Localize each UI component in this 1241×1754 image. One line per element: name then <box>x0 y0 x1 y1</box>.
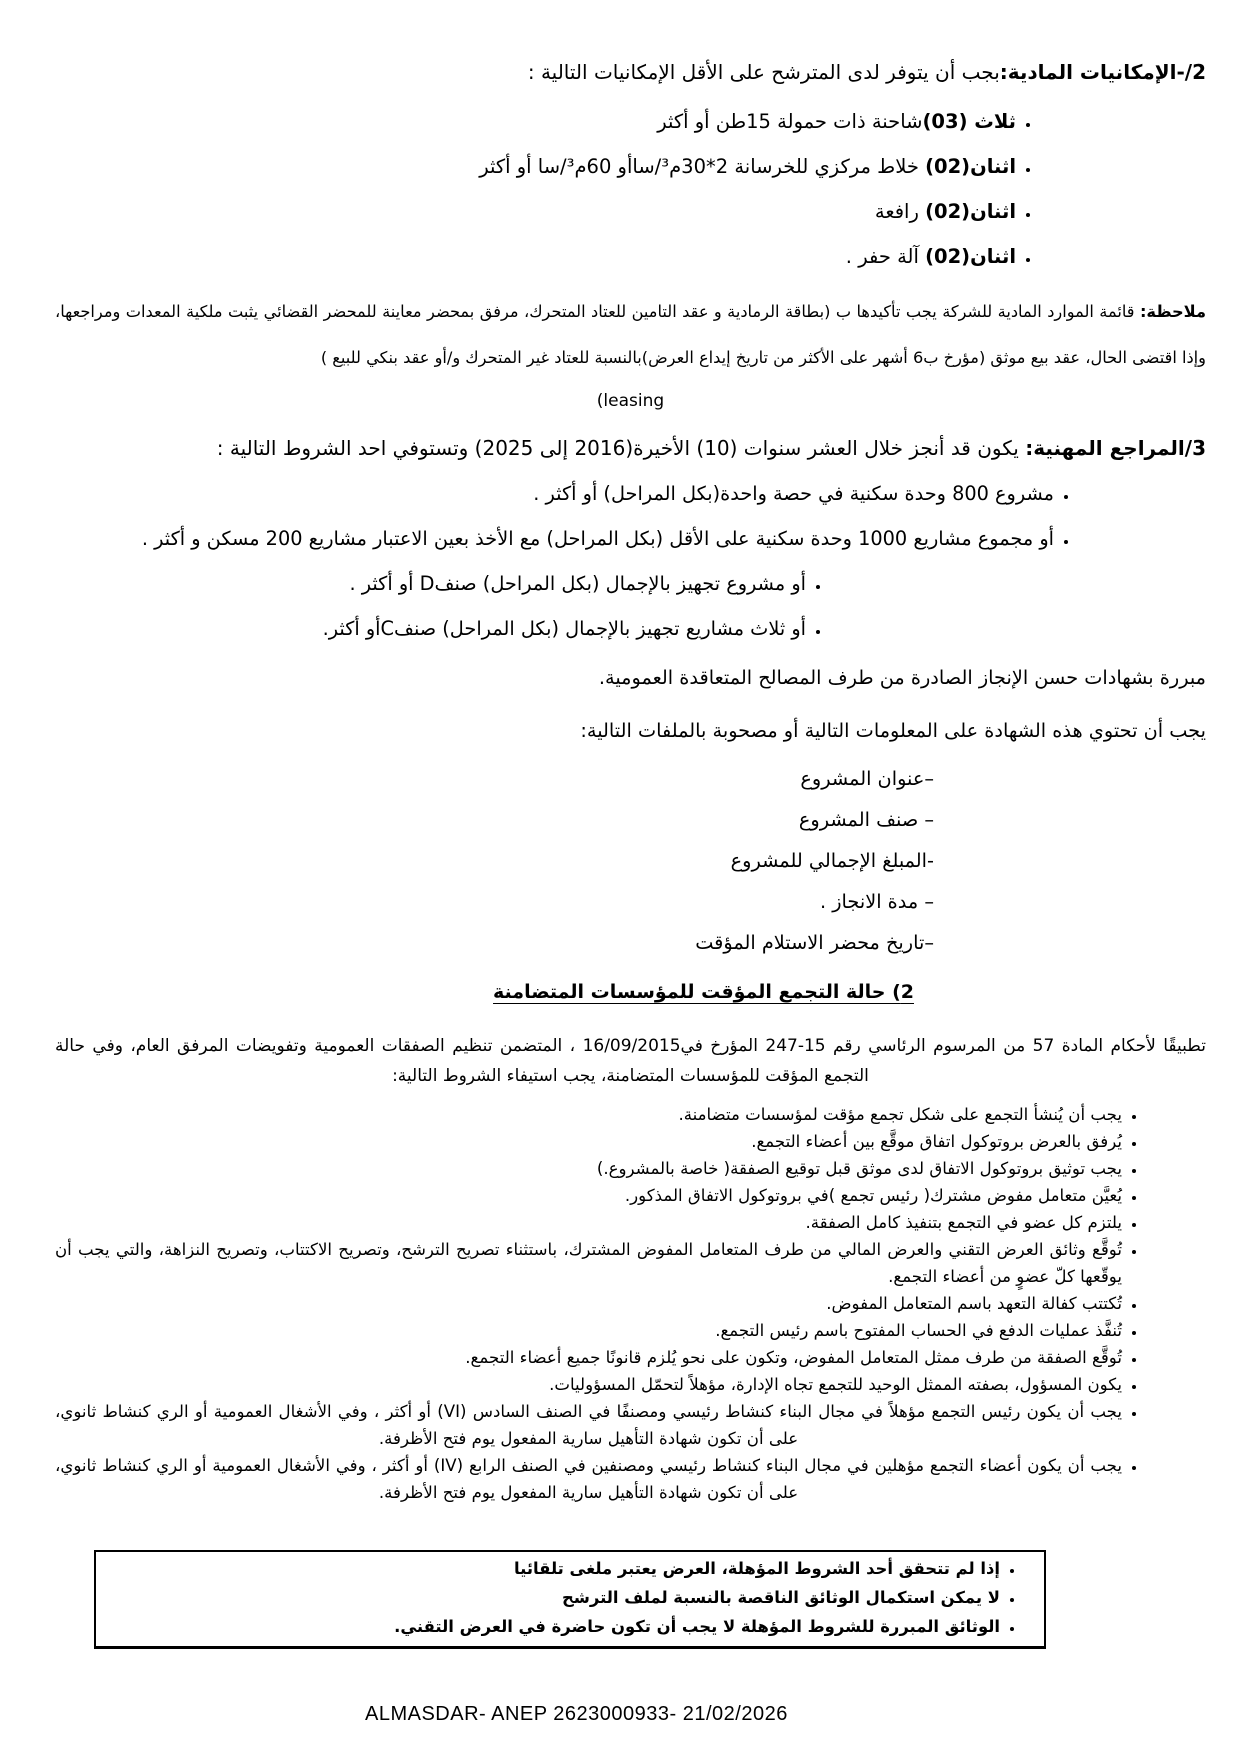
note-paragraph <box>55 289 1206 381</box>
list-item-concrete-mixer <box>55 144 1016 189</box>
joint-venture-intro: تطبيقًا لأحكام المادة 57 من المرسوم الرئاسي رقم 15-247 المؤرخ في16/09/2015 ، المتضمن تنظيم الصفقات العمومية وتفويضات المرفق العام، وفي حالة التجمع المؤقت للمؤسسات المتضامنة، يجب استيفاء الشروط التالية: <box>55 1036 1206 1086</box>
jv-condition: • تُنفَّذ عمليات الدفع في الحساب المفتوح باسم رئيس التجمع. <box>55 1317 1122 1344</box>
dash-item-project-title: –عنوان المشروع <box>800 767 934 790</box>
jv-condition: • يُرفق بالعرض بروتوكول اتفاق موقَّع بين أعضاء التجمع. <box>55 1128 1122 1155</box>
list-item-crane <box>55 189 1016 234</box>
professional-references-heading-text: يكون قد أنجز خلال العشر سنوات (10) الأخيرة(2016 إلى 2025) وتستوفي احد الشروط التالية : <box>216 436 1026 460</box>
material-capabilities-list <box>55 99 1206 279</box>
list-item-1000-units: • أو مجموع مشاريع 1000 وحدة سكنية على الأقل (بكل المراحل) مع الأخذ بعين الاعتبار مشاريع 200 مسكن و أكثر . <box>55 516 1054 561</box>
warning-item-documents-not-in-technical-offer: • الوثائق المبررة للشروط المؤهلة لا يجب أن تكون حاضرة في العرض التقني. <box>96 1612 1000 1641</box>
certificate-fields-list <box>55 758 1206 963</box>
certificate-requirements-line: يجب أن تحتوي هذه الشهادة على المعلومات التالية أو مصحوبة بالملفات التالية: <box>580 719 1206 742</box>
professional-references-heading-label: 3/المراجع المهنية: <box>1025 436 1206 460</box>
anep-footer-reference: ALMASDAR- ANEP 2623000933- 21/02/2026 <box>365 1703 788 1725</box>
list-item-trucks <box>55 99 1016 144</box>
jv-condition: • يلتزم كل عضو في التجمع بتنفيذ كامل الصفقة. <box>55 1209 1122 1236</box>
warning-box-list <box>96 1554 1044 1641</box>
professional-references-heading <box>55 431 1206 465</box>
jv-condition: • تُوقَّع الصفقة من طرف ممثل المتعامل المفوض، وتكون على نحو يُلزم قانونًا جميع أعضاء التجمع. <box>55 1344 1122 1371</box>
item-count-bold: اثنان(02) <box>925 245 1016 268</box>
material-capabilities-heading-label: 2/-الإمكانيات المادية: <box>999 60 1206 84</box>
item-text: شاحنة ذات حمولة 15طن أو أكثر <box>657 110 923 133</box>
joint-venture-conditions-list <box>55 1101 1206 1506</box>
jv-condition: • يجب أن يُنشأ التجمع على شكل تجمع مؤقت لمؤسسات متضامنة. <box>55 1101 1122 1128</box>
material-capabilities-heading <box>55 56 1206 89</box>
jv-condition: • يُعيَّن متعامل مفوض مشترك( رئيس تجمع )في بروتوكول الاتفاق المذكور. <box>55 1182 1122 1209</box>
dash-item-completion-duration: – مدة الانجاز . <box>819 890 934 913</box>
item-text: رافعة <box>874 200 926 223</box>
jv-condition: • تُوقَّع وثائق العرض التقني والعرض المالي من طرف المتعامل المفوض المشترك، باستثناء تصريح الترشح، وتصريح الاكتتاب، وتصريح النزاهة، والتي يجب أن يوقّعها كلّ عضوٍ من أعضاء التجمع. <box>55 1236 1122 1290</box>
jv-condition: • يكون المسؤول، بصفته الممثل الوحيد للتجمع تجاه الإدارة، مؤهلاً لتحمّل المسؤوليات. <box>55 1371 1122 1398</box>
item-count-bold: اثنان(02) <box>925 155 1016 178</box>
jv-condition-leader-qualification: • يجب أن يكون رئيس التجمع مؤهلاً في مجال البناء كنشاط رئيسي ومصنفًا في الصنف السادس (VI) أو أكثر ، وفي الأشغال العمومية أو الري كنشاط ثانوي، على أن تكون شهادة التأهيل سارية المفعول يوم فتح الأظرفة. <box>55 1398 1122 1452</box>
jv-condition: • يجب توثيق بروتوكول الاتفاق لدى موثق قبل توقيع الصفقة( خاصة بالمشروع.) <box>55 1155 1122 1182</box>
item-text: خلاط مركزي للخرسانة 2*30م³/ساأو 60م³/سا أو أكثر <box>479 155 926 178</box>
proof-certificates-line: مبررة بشهادات حسن الإنجاز الصادرة من طرف المصالح المتعاقدة العمومية. <box>598 666 1206 689</box>
list-item-class-c: • أو ثلاث مشاريع تجهيز بالإجمال (بكل المراحل) صنفCأو أكثر. <box>55 606 806 651</box>
list-item-excavator <box>55 234 1016 279</box>
note-label: ملاحظة: <box>1139 302 1206 321</box>
joint-venture-heading: 2) حالة التجمع المؤقت للمؤسسات المتضامنة <box>493 981 914 1003</box>
item-count-bold: اثنان(02) <box>925 200 1016 223</box>
references-conditions-list-indented <box>55 561 1206 651</box>
item-count-bold: ثلاث (03) <box>922 110 1016 133</box>
material-capabilities-heading-text: بجب أن يتوفر لدى المترشح على الأقل الإمكانيات التالية : <box>527 60 1000 84</box>
jv-condition-members-qualification: • يجب أن يكون أعضاء التجمع مؤهلين في مجال البناء كنشاط رئيسي ومصنفين في الصنف الرابع (IV) أو أكثر ، وفي الأشغال العمومية أو الري كنشاط ثانوي، على أن تكون شهادة التأهيل سارية المفعول يوم فتح الأظرفة. <box>55 1452 1122 1506</box>
jv-condition: • تُكتتب كفالة التعهد باسم المتعامل المفوض. <box>55 1290 1122 1317</box>
note-text: قائمة الموارد المادية للشركة يجب تأكيدها ب (بطاقة الرمادية و عقد التامين للعتاد المتحرك، مرفق بمحضر معاينة للمحضر القضائي يثبت ملكية المعدات ومراجعها، وإذا اقتضى الحال، عقد بيع موثق (مؤرخ ب6 أشهر على الأكثر من تاريخ إيداع العرض)بالنسبة للعتاد غير المتحرك و/أو عقد بنكي للبيع ) <box>55 302 1206 367</box>
warning-box <box>94 1550 1046 1649</box>
dash-item-provisional-acceptance-date: –تاريخ محضر الاستلام المؤقت <box>695 931 934 954</box>
leasing-line: (leasing <box>596 391 665 411</box>
list-item-class-d: • أو مشروع تجهيز بالإجمال (بكل المراحل) صنفD أو أكثر . <box>55 561 806 606</box>
warning-item-no-completion: • لا يمكن استكمال الوثائق الناقصة بالنسبة لملف الترشح <box>96 1583 1000 1612</box>
references-conditions-list <box>55 471 1206 561</box>
warning-item-automatic-rejection: • إذا لم تتحقق أحد الشروط المؤهلة، العرض يعتبر ملغى تلقائيا <box>96 1554 1000 1583</box>
item-text: آلة حفر . <box>845 245 926 268</box>
dash-item-project-class: – صنف المشروع <box>798 808 934 831</box>
list-item-800-units: • مشروع 800 وحدة سكنية في حصة واحدة(بكل المراحل) أو أكثر . <box>55 471 1054 516</box>
dash-item-project-amount: -المبلغ الإجمالي للمشروع <box>730 849 934 872</box>
